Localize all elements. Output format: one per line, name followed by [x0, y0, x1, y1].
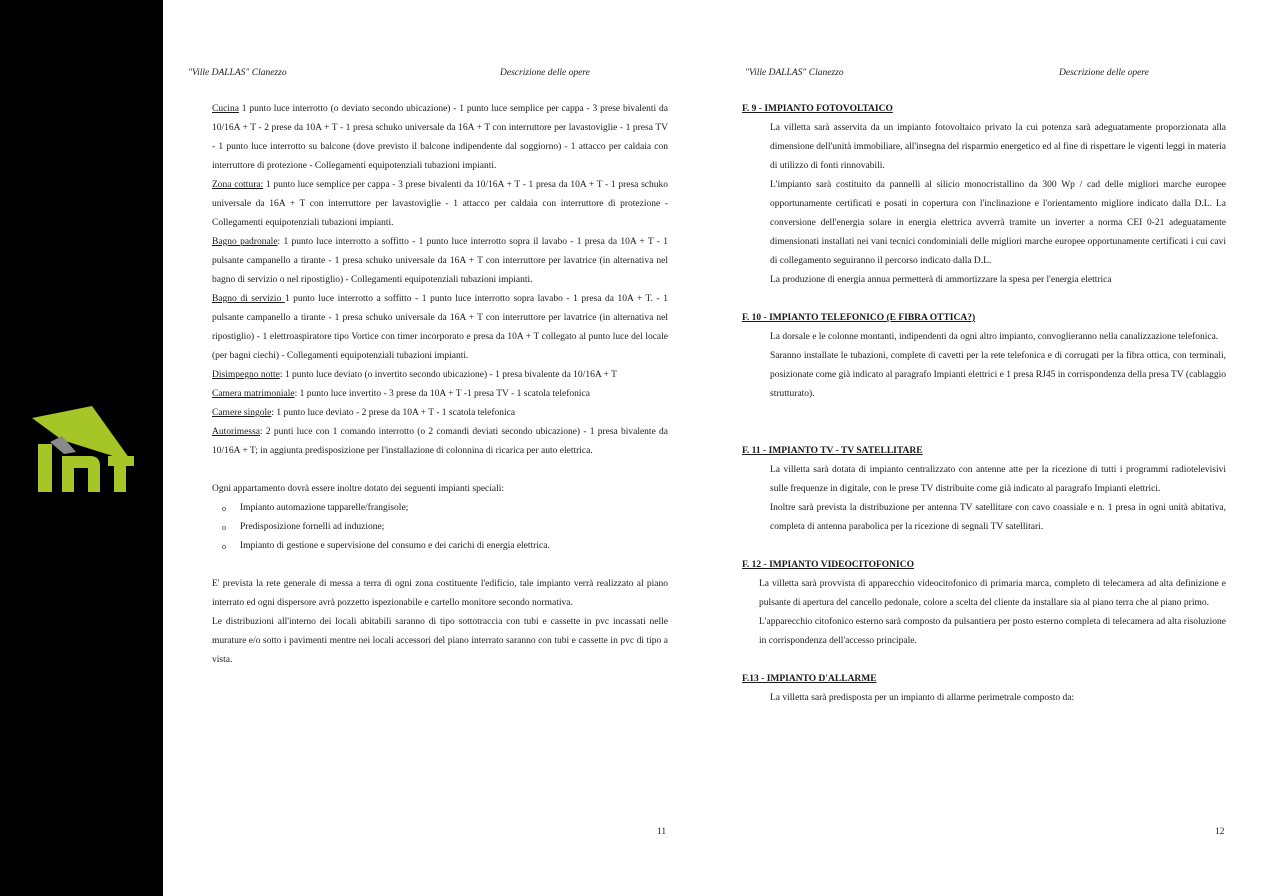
list-item: o Impianto di gestione e supervisione del consumo e dei carichi di energia elettrica. [212, 537, 668, 556]
f11-paragraph-1: La villetta sarà dotata di impianto centralizzato con antenne atte per la ricezione di tutti i programmi radiotelevisivi sulle frequenze in digitale, con le prese TV distribuite come già indicato al paragrafo Impianti elettrici. [770, 465, 1226, 494]
cottura-label: Zona cottura: [212, 180, 264, 190]
disimpegno-text: : 1 punto luce deviato (o invertito secondo ubicazione) - 1 presa bivalente da 10/16A + T [279, 370, 617, 380]
impianti-intro: Ogni appartamento dovrà essere inoltre dotato dei seguenti impianti speciali: [212, 484, 505, 494]
f10-paragraph-2: Saranno installate le tubazioni, complete di cavetti per la rete telefonica e di corrugati per la fibra ottica, con terminali, posizionate come già indicato al paragrafo Impianti elettrici e 1 presa RJ45 in corrispondenza della presa TV (cablaggio strutturato). [770, 351, 1226, 399]
bagno-servizio-label: Bagno di servizio [212, 294, 285, 304]
right-page [721, 0, 1280, 896]
header-left: "Ville DALLAS" Clanezzo [745, 68, 844, 78]
bagno-padronale-label: Bagno padronale [212, 237, 278, 247]
bagno-servizio-paragraph [212, 290, 668, 366]
cucina-paragraph [212, 100, 668, 176]
sidebar-strip [0, 0, 163, 896]
disimpegno-paragraph [212, 366, 668, 385]
section-title-f11: F. 11 - IMPIANTO TV - TV SATELLITARE [742, 446, 923, 456]
camere-singole-label: Camere singole [212, 408, 272, 418]
list-item: o Impianto automazione tapparelle/frangisole; [212, 499, 668, 518]
bullet-icon: o [222, 523, 226, 532]
f9-paragraph-3: La produzione di energia annua permetterà di ammortizzare la spesa per l'energia elettrica [770, 275, 1112, 285]
disimpegno-label: Disimpegno notte [212, 370, 280, 380]
page-number: 11 [657, 827, 667, 837]
right-page-body [742, 100, 1226, 708]
cottura-paragraph [212, 176, 668, 233]
f13-paragraph-1: La villetta sarà predisposta per un impianto di allarme perimetrale composto da: [770, 693, 1075, 703]
f10-paragraph-1: La dorsale e le colonne montanti, indipendenti da ogni altro impianto, convoglieranno nella canalizzazione telefonica. [770, 332, 1219, 342]
bullet-icon: o [222, 504, 226, 513]
header-right: Descrizione delle opere [1059, 68, 1149, 78]
cottura-text: 1 punto luce semplice per cappa - 3 prese bivalenti da 10/16A + T - 1 presa da 10A + T - 1 presa schuko universale da 16A + T con interruttore per lavastoviglie - 1 attacco per caldaia con interruttore di protezione - Collegamenti equipotenziali tubazioni impianti. [212, 180, 668, 228]
autorimessa-text: : 2 punti luce con 1 comando interrotto (o 2 comandi deviati secondo ubicazione) - 1 presa bivalente da 10/16A + T; in aggiunta predisposizione per l'installazione di colonnina di ricarica per auto elettrica. [212, 427, 668, 456]
section-title-f12: F. 12 - IMPIANTO VIDEOCITOFONICO [742, 560, 914, 570]
camera-matrimoniale-paragraph [212, 385, 668, 404]
autorimessa-paragraph [212, 423, 668, 461]
left-page-body [212, 100, 668, 670]
autorimessa-label: Autorimessa [212, 427, 261, 437]
f12-paragraph-1: La villetta sarà provvista di apparecchio videocitofonico di primaria marca, completo di telecamera ad alta definizione e pulsante di apertura del cancello pedonale, colore a scelta del cliente da installare sia al piano terra che al piano primo. [759, 579, 1226, 608]
impianti-list [212, 499, 668, 556]
section-title-f9: F. 9 - IMPIANTO FOTOVOLTAICO [742, 104, 893, 114]
f11-paragraph-2: Inoltre sarà prevista la distribuzione per antenna TV satellitare con cavo coassiale e n. 1 presa in ogni unità abitativa, completa di antenna parabolica per la ricezione di segnali TV satellitari. [770, 503, 1226, 532]
page-number: 12 [1215, 827, 1225, 837]
camere-singole-paragraph [212, 404, 668, 423]
f12-paragraph-2: L'apparecchio citofonico esterno sarà composto da pulsantiera per posto esterno completa di telecamera ad alta risoluzione in corrispondenza dell'accesso principale. [759, 617, 1226, 646]
cucina-text: 1 punto luce interrotto (o deviato secondo ubicazione) - 1 punto luce semplice per cappa - 3 prese bivalenti da 10/16A + T - 2 prese da 10A + T - 1 presa schuko universale da 16A + T con interruttore per lavastoviglie - 1 presa TV - 1 punto luce interrotto su balcone (dove previsto il balcone indipendente dal soggiorno) - 1 attacco per caldaia con interruttore di protezione - Collegamenti equipotenziali tubazioni impianti. [212, 104, 668, 171]
f9-paragraph-1: La villetta sarà asservita da un impianto fotovoltaico privato la cui potenza sarà adeguatamente proporzionata alla dimensione dell'unità immobiliare, all'insegna del risparmio energetico ed al fine di rispettare le vigenti leggi in materia di utilizzo di fonti rinnovabili. [770, 123, 1226, 171]
bagno-servizio-text: 1 punto luce interrotto a soffitto - 1 punto luce interrotto sopra lavabo - 1 presa da 10A + T. - 1 pulsante campanello a tirante - 1 presa schuko universale da 16A + T con interruttore per lavatrice (in alternativa nel ripostiglio) - 1 elettroaspiratore tipo Vortice con timer incorporato e presa da 10A + T collegato al punto luce del locale (per bagni ciechi) - Collegamenti equipotenziali tubazioni impianti. [212, 294, 668, 361]
cucina-label: Cucina [212, 104, 239, 114]
list-item: o Predisposizione fornelli ad induzione; [212, 518, 668, 537]
bagno-padronale-text: : 1 punto luce interrotto a soffitto - 1 punto luce interrotto sopra il lavabo - 1 presa da 10A + T - 1 pulsante campanello a tirante - 1 presa schuko universale da 16A + T con interruttore per lavatrice (in alternativa nel bagno di servizio o nel ripostiglio) - Collegamenti equipotenziali tubazioni impianti. [212, 237, 668, 285]
header-left: "Ville DALLAS" Clanezzo [188, 68, 287, 78]
f9-paragraph-2: L'impianto sarà costituito da pannelli al silicio monocristallino da 300 Wp / cad delle migliori marche europee opportunamente certificati e posati in copertura con l'inclinazione e l'orientamento migliore indicato dalla D.L. La conversione dell'energia solare in energia elettrica avverrà tramite un inverter a norma CEI 0-21 adeguatamente dimensionati installati nei vani tecnici condominiali delle migliori marche europee opportunamente certificati i cui cavi di collegamento seguiranno il percorso indicato dalla D.L. [770, 180, 1226, 266]
camera-matrimoniale-label: Camera matrimoniale [212, 389, 295, 399]
bullet-icon: o [222, 542, 226, 551]
messa-a-terra-paragraph: E' prevista la rete generale di messa a terra di ogni zona costituente l'edificio, tale impianto verrà realizzato al piano interrato ed ogni dispersore avrà pozzetto ispezionabile e cartello monitore secondo normativa. [212, 579, 668, 608]
camere-singole-text: : 1 punto luce deviato - 2 prese da 10A + T - 1 scatola telefonica [271, 408, 516, 418]
left-page [163, 0, 721, 896]
bagno-padronale-paragraph [212, 233, 668, 290]
distribuzioni-paragraph: Le distribuzioni all'interno dei locali abitabili saranno di tipo sottotraccia con tubi e cassette in pvc incassati nelle murature e/o sotto i pavimenti mentre nei locali accessori del piano interrato saranno con tubi e cassette in pvc di tipo a vista. [212, 617, 668, 665]
camera-matrimoniale-text: : 1 punto luce invertito - 3 prese da 10A + T -1 presa TV - 1 scatola telefonica [294, 389, 590, 399]
section-title-f13: F.13 - IMPIANTO D'ALLARME [742, 674, 877, 684]
section-title-f10: F. 10 - IMPIANTO TELEFONICO (E FIBRA OTTICA?) [742, 313, 976, 323]
header-right: Descrizione delle opere [500, 68, 590, 78]
house-logo-icon [28, 404, 136, 496]
